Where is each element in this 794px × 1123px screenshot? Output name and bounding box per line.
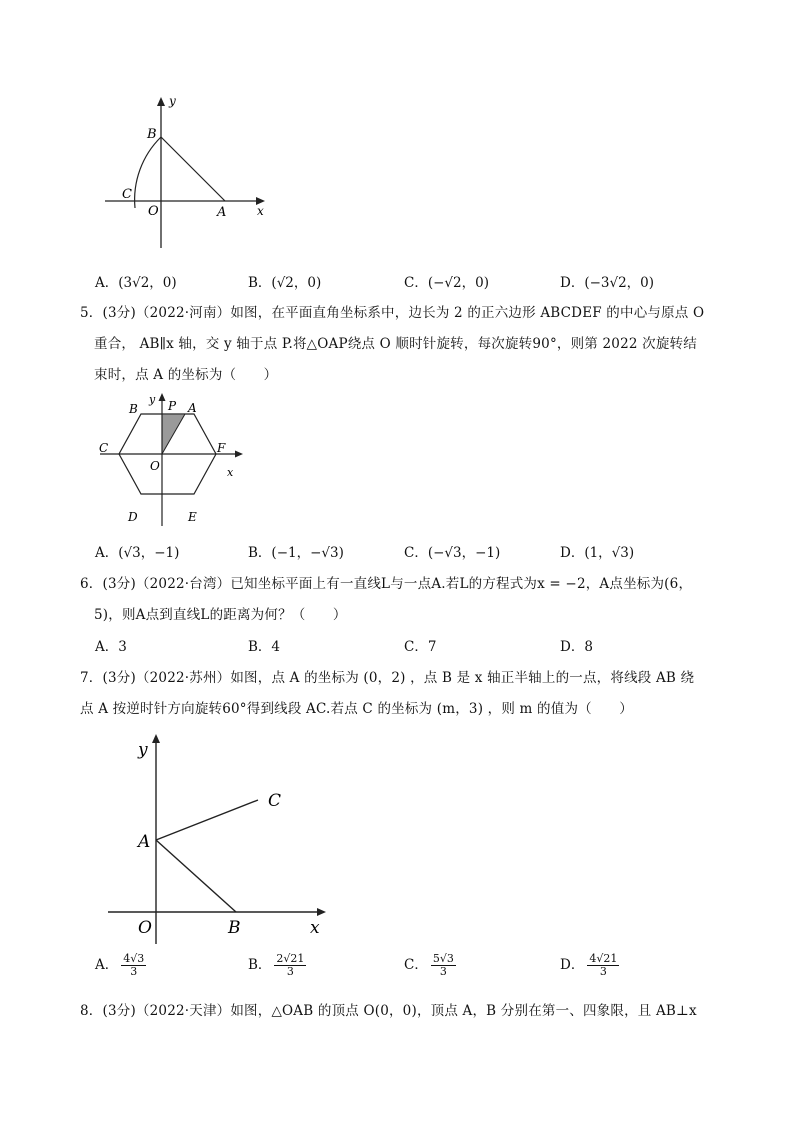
label-p: P	[168, 399, 177, 413]
option-letter: A．	[95, 639, 119, 655]
fraction-numerator: 5√3	[432, 952, 454, 965]
option-text: 3	[118, 639, 127, 655]
option-letter: C．	[404, 957, 428, 973]
label-x: x	[227, 466, 234, 479]
q6-option-c[interactable]	[404, 635, 436, 655]
option-text: 7	[427, 639, 437, 655]
fraction	[121, 953, 146, 978]
label-b: B	[228, 918, 241, 938]
option-letter: A．	[95, 957, 119, 973]
y-axis-arrow-icon	[157, 97, 165, 106]
option-letter: D．	[560, 275, 585, 291]
option-text: (√3，−1)	[118, 545, 180, 561]
fraction-denominator: 3	[130, 965, 138, 978]
q8-line-1: 8．(3分)（2022·天津）如图，△OAB 的顶点 O(0，0)，顶点 A，B 分别在第一、四象限，且 AB⊥x	[80, 1003, 697, 1019]
q5-line-1: 5．(3分)（2022·河南）如图，在平面直角坐标系中，边长为 2 的正六边形 ABCDEF 的中心与原点 O	[80, 305, 705, 321]
label-e: E	[188, 510, 197, 524]
label-y: y	[169, 94, 176, 108]
fraction-denominator: 3	[439, 965, 447, 978]
label-y: y	[138, 740, 148, 760]
label-o: O	[138, 918, 152, 938]
option-letter: B．	[248, 957, 272, 973]
q7-option-a[interactable]	[95, 953, 146, 978]
q5-option-b[interactable]	[248, 541, 344, 561]
q6-option-b[interactable]	[248, 635, 280, 655]
option-text: (1，√3)	[584, 545, 635, 561]
option-text: 4	[271, 639, 281, 655]
q6-line-2: 5)，则A点到直线L的距离为何？（ ）	[94, 607, 347, 623]
label-b: B	[129, 402, 138, 416]
label-o: O	[150, 459, 160, 473]
q5-option-a[interactable]	[95, 541, 179, 561]
triangle-oap	[162, 414, 185, 454]
q7-option-c[interactable]	[404, 953, 456, 978]
fraction	[431, 953, 456, 978]
option-text: 8	[584, 639, 593, 655]
option-letter: A．	[95, 545, 119, 561]
q6-option-d[interactable]	[560, 635, 593, 655]
option-letter: D．	[560, 639, 585, 655]
q4-option-d[interactable]	[560, 271, 654, 291]
q4-option-b[interactable]	[248, 271, 321, 291]
fraction-numerator: 2√21	[276, 952, 305, 965]
option-letter: B．	[248, 275, 272, 291]
q5-figure	[90, 390, 255, 530]
label-a: A	[138, 832, 151, 852]
q4-figure	[95, 90, 280, 255]
fraction	[274, 953, 306, 978]
label-b: B	[147, 127, 157, 142]
fraction-numerator: 4√3	[123, 952, 145, 965]
q5-line-3: 束时，点 A 的坐标为（ ）	[94, 367, 278, 383]
fraction-denominator: 3	[599, 965, 607, 978]
q5-option-c[interactable]	[404, 541, 500, 561]
arc-bc	[135, 137, 161, 208]
q5-option-d[interactable]	[560, 541, 634, 561]
q6-option-a[interactable]	[95, 635, 127, 655]
fraction	[587, 953, 619, 978]
label-d: D	[128, 510, 138, 524]
segment-ba	[161, 137, 225, 201]
option-letter: B．	[248, 639, 272, 655]
q7-line-2: 点 A 按逆时针方向旋转60°得到线段 AC.若点 C 的坐标为 (m，3) ，则 m 的值为（ ）	[80, 701, 633, 717]
label-y: y	[149, 393, 156, 406]
q6-line-1: 6．(3分)（2022·台湾）已知坐标平面上有一直线L与一点A.若L的方程式为x = −2，A点坐标为(6，	[80, 576, 693, 592]
label-o: O	[148, 204, 159, 219]
q7-figure	[100, 730, 345, 945]
fraction-denominator: 3	[286, 965, 294, 978]
option-letter: D．	[560, 545, 585, 561]
option-letter: C．	[404, 545, 428, 561]
option-text: (−1，−√3)	[271, 545, 344, 561]
q7-option-b[interactable]	[248, 953, 306, 978]
label-c: C	[99, 441, 109, 455]
x-axis-arrow-icon	[235, 451, 243, 458]
x-axis-arrow-icon	[317, 908, 326, 916]
option-text: (3√2，0)	[118, 275, 177, 291]
option-text: (−√2，0)	[427, 275, 489, 291]
q7-line-1: 7．(3分)（2022·苏州）如图，点 A 的坐标为 (0，2) ，点 B 是 x 轴正半轴上的一点，将线段 AB 绕	[80, 670, 695, 686]
q4-option-c[interactable]	[404, 271, 489, 291]
option-letter: B．	[248, 545, 272, 561]
y-axis-arrow-icon	[152, 734, 160, 743]
fraction-numerator: 4√21	[589, 952, 618, 965]
label-c: C	[122, 187, 132, 202]
label-x: x	[257, 204, 264, 218]
option-letter: A．	[95, 275, 119, 291]
q4-option-a[interactable]	[95, 271, 177, 291]
option-letter: C．	[404, 275, 428, 291]
label-c: C	[268, 791, 282, 811]
y-axis-arrow-icon	[159, 393, 166, 401]
label-a: A	[188, 401, 197, 415]
option-text: (−√3，−1)	[427, 545, 501, 561]
q7-option-d[interactable]	[560, 953, 619, 978]
option-letter: C．	[404, 639, 428, 655]
label-a: A	[217, 205, 227, 220]
segment-ac	[156, 800, 258, 840]
segment-ab	[156, 840, 236, 912]
label-f: F	[217, 441, 226, 455]
q5-line-2: 重合， AB∥x 轴，交 y 轴于点 P.将△OAP绕点 O 顺时针旋转，每次旋转90°，则第 2022 次旋转结	[94, 336, 697, 352]
label-x: x	[310, 918, 320, 938]
option-text: (−3√2，0)	[584, 275, 655, 291]
option-text: (√2，0)	[271, 275, 322, 291]
option-letter: D．	[560, 957, 585, 973]
